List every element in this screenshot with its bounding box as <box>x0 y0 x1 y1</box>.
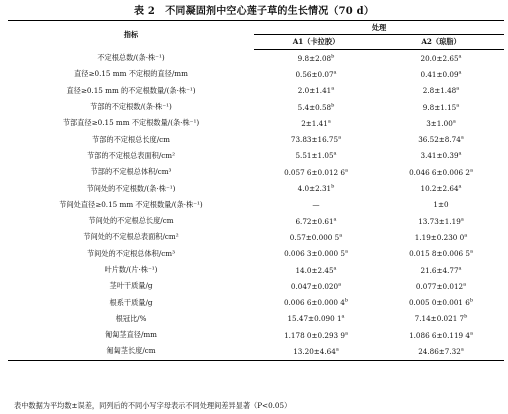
a1-value: 0.57±0.000 5 <box>289 232 340 242</box>
a2-value-cell <box>378 83 504 99</box>
row-label: 节间处直径≥0.15 mm 不定根数量/(条·株⁻¹) <box>59 199 203 209</box>
table-row <box>8 148 504 164</box>
a2-value-cell <box>378 180 504 196</box>
table-note: 表中数据为平均数±误差，同列后的不同小写字母表示不同处理间差异显著（P<0.05） <box>14 401 292 410</box>
a1-value-cell <box>254 278 378 294</box>
a2-value-cell <box>378 213 504 229</box>
table-row <box>8 197 504 213</box>
row-label: 根系干质量/g <box>109 297 153 307</box>
a2-value: 3.41±0.39 <box>420 151 459 161</box>
a2-value: 3±1.00 <box>426 118 453 128</box>
a2-significance-letter: a <box>469 167 473 174</box>
a1-significance-letter: a <box>339 232 343 239</box>
a1-value: 15.47±0.090 1 <box>287 314 342 324</box>
a1-value: 13.20±4.64 <box>293 346 336 356</box>
a2-value: 0.046 6±0.006 2 <box>409 167 470 177</box>
a1-value-cell <box>254 164 378 180</box>
a2-value: 1±0 <box>433 200 449 210</box>
a1-significance-letter: a <box>341 314 345 320</box>
a2-significance-letter: a <box>469 330 473 337</box>
row-label: 叶片数/(片·株⁻¹) <box>104 265 158 274</box>
row-label: 节部直径≥0.15 mm 不定根数量/(条·株⁻¹) <box>62 118 200 128</box>
a2-value: 0.015 8±0.006 5 <box>409 249 470 259</box>
a1-value: 14.0±2.45 <box>295 265 334 275</box>
a1-value: 9.8±2.08 <box>297 53 332 63</box>
a1-value-cell <box>254 343 378 360</box>
a1-value: 0.006 6±0.000 4 <box>283 298 345 308</box>
a2-value-cell <box>378 327 504 343</box>
row-label: 节部的不定根总表面积/cm² <box>86 150 176 160</box>
a2-significance-letter: b <box>469 297 474 304</box>
a1-significance-letter: a <box>331 85 335 92</box>
a1-significance-letter: b <box>331 183 335 190</box>
a2-value: 20.0±2.65 <box>420 53 459 63</box>
a2-significance-letter: a <box>460 134 464 141</box>
a1-significance-letter: a <box>333 69 337 76</box>
a2-value: 2.8±1.48 <box>422 86 457 96</box>
a2-header: A2（琼脂） <box>378 35 504 50</box>
a2-significance-letter: a <box>452 118 456 125</box>
table-row <box>8 229 504 245</box>
a2-value: 9.8±1.15 <box>422 102 457 112</box>
a2-value: 10.2±2.64 <box>420 184 459 194</box>
row-label: 茎叶干质量/g <box>109 281 153 291</box>
a2-significance-letter: b <box>464 314 468 320</box>
a1-value-cell <box>254 294 378 310</box>
a2-significance-letter: a <box>456 85 460 92</box>
table-caption: 表 2 不同凝固剂中空心莲子草的生长情况（70 d） <box>133 6 375 17</box>
row-label: 节间处的不定根总长度/cm <box>88 216 174 226</box>
a2-value-cell <box>378 131 504 147</box>
a1-value-cell <box>254 131 378 147</box>
a2-value: 0.077±0.012 <box>415 281 464 291</box>
a2-value-cell <box>378 246 504 262</box>
a2-significance-letter: a <box>458 151 462 158</box>
a1-significance-letter: a <box>327 118 331 125</box>
table-row <box>8 311 504 327</box>
a1-value: 2.0±1.41 <box>297 86 332 96</box>
a2-value-cell <box>378 164 504 180</box>
growth-table-container <box>8 20 504 361</box>
a2-value: 1.086 6±0.119 4 <box>409 330 470 340</box>
a1-value-cell <box>254 229 378 245</box>
a2-value-cell <box>378 343 504 360</box>
a1-value: 73.83±16.75 <box>290 135 339 145</box>
a1-value-cell <box>254 50 378 67</box>
table-row <box>8 164 504 180</box>
a2-significance-letter: a <box>464 232 468 239</box>
a1-value: 2±1.41 <box>301 118 328 128</box>
a2-significance-letter: a <box>460 346 464 353</box>
a1-value: 5.51±1.05 <box>295 151 334 161</box>
a1-significance-letter: b <box>331 53 335 60</box>
a1-significance-letter: a <box>338 281 342 288</box>
a2-value-cell <box>378 66 504 82</box>
row-label: 节间处的不定根数/(条·株⁻¹) <box>86 183 176 193</box>
indicator-header: 指标 <box>123 30 139 40</box>
a2-value-cell <box>378 278 504 294</box>
table-row <box>8 262 504 278</box>
a2-value-cell <box>378 99 504 115</box>
a1-significance-letter: b <box>331 102 335 109</box>
a1-value: 0.057 6±0.012 6 <box>284 167 345 177</box>
a1-significance-letter: a <box>344 248 348 255</box>
row-label: 节部的不定根总体积/cm³ <box>90 167 172 177</box>
row-label: 匍匐茎直径/mm <box>105 330 157 340</box>
table-row <box>8 213 504 229</box>
row-label: 匍匐茎长度/cm <box>106 346 156 356</box>
a1-value: 0.56±0.07 <box>295 69 334 79</box>
a1-value-cell <box>254 246 378 262</box>
a1-value-cell <box>254 197 378 213</box>
row-label: 直径≥0.15 mm 不定根的直径/mm <box>74 69 188 79</box>
a1-value: 0.006 3±0.000 5 <box>284 249 345 259</box>
a1-value: 5.4±0.58 <box>297 102 332 112</box>
a2-value-cell <box>378 262 504 278</box>
a1-significance-letter: a <box>335 346 339 353</box>
table-row <box>8 180 504 196</box>
row-label: 节部的不定根数/(条·株⁻¹) <box>90 102 172 112</box>
table-row <box>8 115 504 131</box>
table-row <box>8 66 504 82</box>
a1-value: — <box>312 200 320 210</box>
a2-value: 0.005 0±0.001 6 <box>408 298 470 308</box>
a2-value-cell <box>378 311 504 327</box>
a2-significance-letter: a <box>456 102 460 109</box>
a2-significance-letter: a <box>458 53 462 60</box>
treatment-header: 处理 <box>254 21 504 35</box>
a1-significance-letter: b <box>344 297 349 304</box>
a2-significance-letter: a <box>458 265 462 272</box>
a2-significance-letter: a <box>463 281 467 288</box>
a2-value: 0.41±0.09 <box>420 69 459 79</box>
a2-value-cell <box>378 50 504 67</box>
row-label: 不定根总数/(条·株⁻¹) <box>97 52 165 62</box>
a1-value: 6.72±0.61 <box>295 216 334 226</box>
a1-significance-letter: a <box>344 330 348 337</box>
a1-significance-letter: a <box>338 134 342 141</box>
a1-value-cell <box>254 180 378 196</box>
table-row <box>8 327 504 343</box>
a1-significance-letter: a <box>344 167 348 174</box>
a1-value-cell <box>254 115 378 131</box>
a2-value-cell <box>378 115 504 131</box>
a1-value-cell <box>254 83 378 99</box>
a2-significance-letter: a <box>469 248 473 255</box>
a2-value-cell <box>378 294 504 310</box>
a1-value-cell <box>254 148 378 164</box>
a1-value-cell <box>254 66 378 82</box>
a1-significance-letter: a <box>333 216 337 223</box>
table-row <box>8 246 504 262</box>
table-row <box>8 131 504 147</box>
a2-value: 1.19±0.230 0 <box>414 232 465 242</box>
a2-value-cell <box>378 148 504 164</box>
a1-significance-letter: a <box>333 265 337 272</box>
a1-value: 4.0±2.31 <box>297 184 332 194</box>
table-row <box>8 343 504 360</box>
row-label: 直径≥0.15 mm 的不定根数量/(条·株⁻¹) <box>66 85 196 95</box>
a1-value-cell <box>254 213 378 229</box>
table-body <box>8 50 504 361</box>
growth-table <box>8 20 504 361</box>
a2-significance-letter: a <box>460 216 464 223</box>
table-row <box>8 50 504 67</box>
row-label: 节间处的不定根总表面积/cm² <box>83 232 179 242</box>
a2-value: 21.6±4.77 <box>420 265 459 275</box>
a1-value-cell <box>254 311 378 327</box>
table-row <box>8 99 504 115</box>
a2-value: 7.14±0.021 7 <box>414 314 465 324</box>
a2-significance-letter: a <box>458 69 462 76</box>
a1-value: 0.047±0.020 <box>290 281 339 291</box>
a1-value-cell <box>254 262 378 278</box>
a2-significance-letter: a <box>458 183 462 190</box>
a1-value-cell <box>254 99 378 115</box>
a1-value: 1.178 0±0.293 9 <box>284 330 345 340</box>
table-row <box>8 278 504 294</box>
a1-value-cell <box>254 327 378 343</box>
a2-value-cell <box>378 229 504 245</box>
table-row <box>8 83 504 99</box>
table-header <box>8 21 504 50</box>
a1-header: A1（卡拉胶） <box>254 35 378 50</box>
a2-value-cell <box>378 197 504 213</box>
a2-value: 36.52±8.74 <box>418 135 461 145</box>
table-row <box>8 294 504 310</box>
a2-value: 24.86±7.32 <box>418 346 461 356</box>
row-label: 节间处的不定根总体积/cm³ <box>86 248 176 258</box>
row-label: 节部的不定根总长度/cm <box>92 134 170 144</box>
a2-value: 13.73±1.19 <box>418 216 461 226</box>
a1-significance-letter: a <box>333 151 337 158</box>
row-label: 根冠比/% <box>115 313 147 323</box>
